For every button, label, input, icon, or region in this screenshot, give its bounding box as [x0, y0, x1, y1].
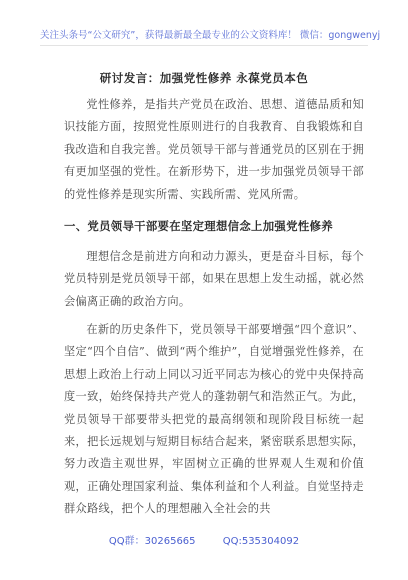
footer-qq-group: QQ群：30265665 — [108, 536, 196, 547]
footer-contact — [0, 532, 408, 547]
header-banner: 关注头条号“公文研究”，获得最新最全最专业的公文资料库！ 微信：gongwenyj — [40, 30, 381, 41]
paragraph-ideals: 理想信念是前进方向和动力源头，更是奋斗目标，每个党员特别是党员领导干部，如果在思想上发生动摇，就必然会偏离正确的政治方向。 — [64, 250, 364, 308]
section-heading-1: 一、党员领导干部要在坚定理想信念上加强党性修养 — [64, 219, 333, 233]
paragraph-new-era: 在新的历史条件下，党员领导干部要增强“四个意识”、坚定“四个自信”、做到“两个维护”，自觉增强党性修养，在思想上政治上行动上同以习近平同志为核心的党中央保持高度一致，始终保持共产党人的蓬勃朝气和浩然正气。为此，党员领导干部要带头把党的最高纲领和现阶段目标统一起来，把长远规划与短期目标结合起来，紧密联系思想实际，努力改造主观世界，牢固树立正确的世界观人生观和价值观，正确处理国家利益、集体利益和个人利益。自觉坚持走群众路线，把个人的理想融入全社会的共 — [64, 323, 364, 516]
footer-qq: QQ:535304092 — [222, 536, 300, 547]
paragraph-intro: 党性修养，是指共产党员在政治、思想、道德品质和知识技能方面，按照党性原则进行的自我教育、自我锻炼和自我改造和自我完善。党员领导干部与普通党员的区别在于拥有更加坚强的党性。在新形势下，进一步加强党员领导干部的党性修养是现实所需、实践所需、党风所需。 — [64, 98, 364, 201]
header-divider — [40, 45, 368, 46]
document-title: 研讨发言：加强党性修养 永葆党员本色 — [99, 71, 309, 85]
